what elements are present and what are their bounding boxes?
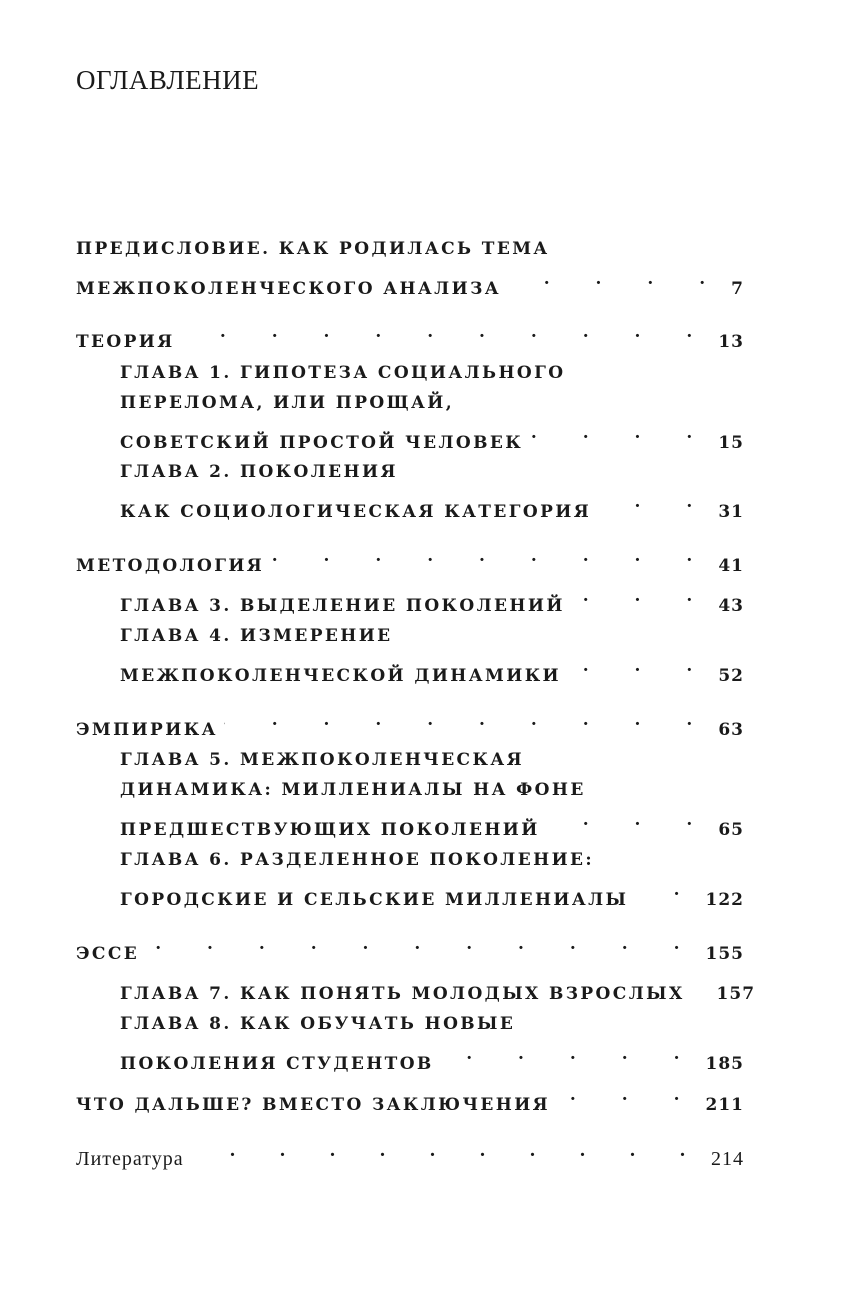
- toc-entry-line: ГЛАВА 8. КАК ОБУЧАТЬ НОВЫЕ: [120, 1014, 516, 1034]
- toc-chapter-5[interactable]: [120, 745, 744, 845]
- toc-section-essay[interactable]: [76, 929, 744, 969]
- toc-entry-line: ГЛАВА 7. КАК ПОНЯТЬ МОЛОДЫХ ВЗРОСЛЫХ: [120, 984, 685, 1004]
- toc-entry-line: ЭМПИРИКА: [76, 720, 218, 740]
- toc-page-number: 43: [718, 596, 744, 616]
- toc-page-number: 13: [718, 332, 744, 352]
- toc-entry-line: ДИНАМИКА: МИЛЛЕНИАЛЫ НА ФОНЕ: [120, 780, 586, 800]
- toc-page-number: 185: [705, 1054, 744, 1074]
- toc-chapter-8[interactable]: [120, 1009, 744, 1079]
- toc-chapter-2[interactable]: [120, 457, 744, 527]
- dot-leader: [440, 1039, 700, 1069]
- toc-chapter-6[interactable]: [120, 845, 744, 915]
- toc-entry-line: ГОРОДСКИЕ И СЕЛЬСКИЕ МИЛЛЕНИАЛЫ: [120, 890, 629, 910]
- toc-page-number: 15: [718, 433, 744, 453]
- toc-page-number: 52: [718, 666, 744, 686]
- toc-page-number: 41: [718, 556, 744, 576]
- dot-leader: [529, 418, 712, 448]
- toc-entry-line: Литература: [76, 1148, 184, 1170]
- toc-entry-line: МЕЖПОКОЛЕНЧЕСКОЙ ДИНАМИКИ: [120, 666, 562, 686]
- toc-entry-line: МЕТОДОЛОГИЯ: [76, 556, 265, 576]
- toc-entry-line: ПРЕДШЕСТВУЮЩИХ ПОКОЛЕНИЙ: [120, 820, 540, 840]
- toc-entry-line: КАК СОЦИОЛОГИЧЕСКАЯ КАТЕГОРИЯ: [120, 502, 592, 522]
- dot-leader: [556, 1080, 699, 1110]
- toc-entry-line: ПОКОЛЕНИЯ СТУДЕНТОВ: [120, 1054, 434, 1074]
- dot-leader: [190, 1135, 705, 1165]
- toc-page-number: 211: [705, 1095, 744, 1115]
- toc-entry-line: ПРЕДИСЛОВИЕ. КАК РОДИЛАСЬ ТЕМА: [76, 239, 550, 259]
- dot-leader: [181, 317, 713, 347]
- toc-page-number: 157: [716, 984, 756, 1004]
- toc-chapter-1[interactable]: [120, 358, 744, 458]
- dot-leader: [507, 264, 725, 294]
- toc-entry-line: ГЛАВА 5. МЕЖПОКОЛЕНЧЕСКАЯ: [120, 750, 524, 770]
- toc-page-number: 7: [731, 279, 744, 299]
- toc-entry-line: ГЛАВА 1. ГИПОТЕЗА СОЦИАЛЬНОГО: [120, 363, 566, 383]
- dot-leader: [567, 651, 712, 681]
- toc-entry-line: ЭССЕ: [76, 944, 140, 964]
- dot-leader: [546, 805, 713, 835]
- toc-entry-line: ПЕРЕЛОМА, ИЛИ ПРОЩАЙ,: [120, 393, 455, 413]
- dot-leader: [691, 969, 711, 999]
- toc-entry-line: ГЛАВА 2. ПОКОЛЕНИЯ: [120, 462, 398, 482]
- toc-chapter-4[interactable]: [120, 621, 744, 691]
- toc-chapter-7[interactable]: [120, 969, 756, 1009]
- toc-entry-line: ГЛАВА 4. ИЗМЕРЕНИЕ: [120, 626, 393, 646]
- toc-section-theory[interactable]: [76, 317, 744, 357]
- toc-page-number: 214: [711, 1148, 744, 1170]
- toc-chapter-3[interactable]: [120, 581, 744, 621]
- toc-section-methodology[interactable]: [76, 541, 744, 581]
- toc-page-number: 65: [718, 820, 744, 840]
- toc-section-empirics[interactable]: [76, 705, 744, 745]
- toc-page-number: 31: [718, 502, 744, 522]
- dot-leader: [571, 581, 713, 611]
- dot-leader: [224, 705, 713, 735]
- dot-leader: [145, 929, 699, 959]
- toc-page-number: 122: [705, 890, 744, 910]
- dot-leader: [634, 875, 699, 905]
- dot-leader: [270, 541, 712, 571]
- toc-entry-line: ГЛАВА 6. РАЗДЕЛЕННОЕ ПОКОЛЕНИЕ:: [120, 850, 595, 870]
- toc-conclusion[interactable]: [76, 1080, 744, 1120]
- toc-entry-line: СОВЕТСКИЙ ПРОСТОЙ ЧЕЛОВЕК: [120, 433, 524, 453]
- toc-entry-line: ТЕОРИЯ: [76, 332, 175, 352]
- toc-entry-line: ГЛАВА 3. ВЫДЕЛЕНИЕ ПОКОЛЕНИЙ: [120, 596, 565, 616]
- toc-page-number: 63: [718, 720, 744, 740]
- toc-entry-line: ЧТО ДАЛЬШЕ? ВМЕСТО ЗАКЛЮЧЕНИЯ: [76, 1095, 551, 1115]
- page-title: ОГЛАВЛЕНИЕ: [76, 65, 260, 95]
- toc-entry-line: МЕЖПОКОЛЕНЧЕСКОГО АНАЛИЗА: [76, 279, 501, 299]
- toc-page-number: 155: [705, 944, 744, 964]
- toc-entry-preface[interactable]: [76, 234, 744, 304]
- toc-references[interactable]: [76, 1135, 744, 1174]
- dot-leader: [597, 487, 712, 517]
